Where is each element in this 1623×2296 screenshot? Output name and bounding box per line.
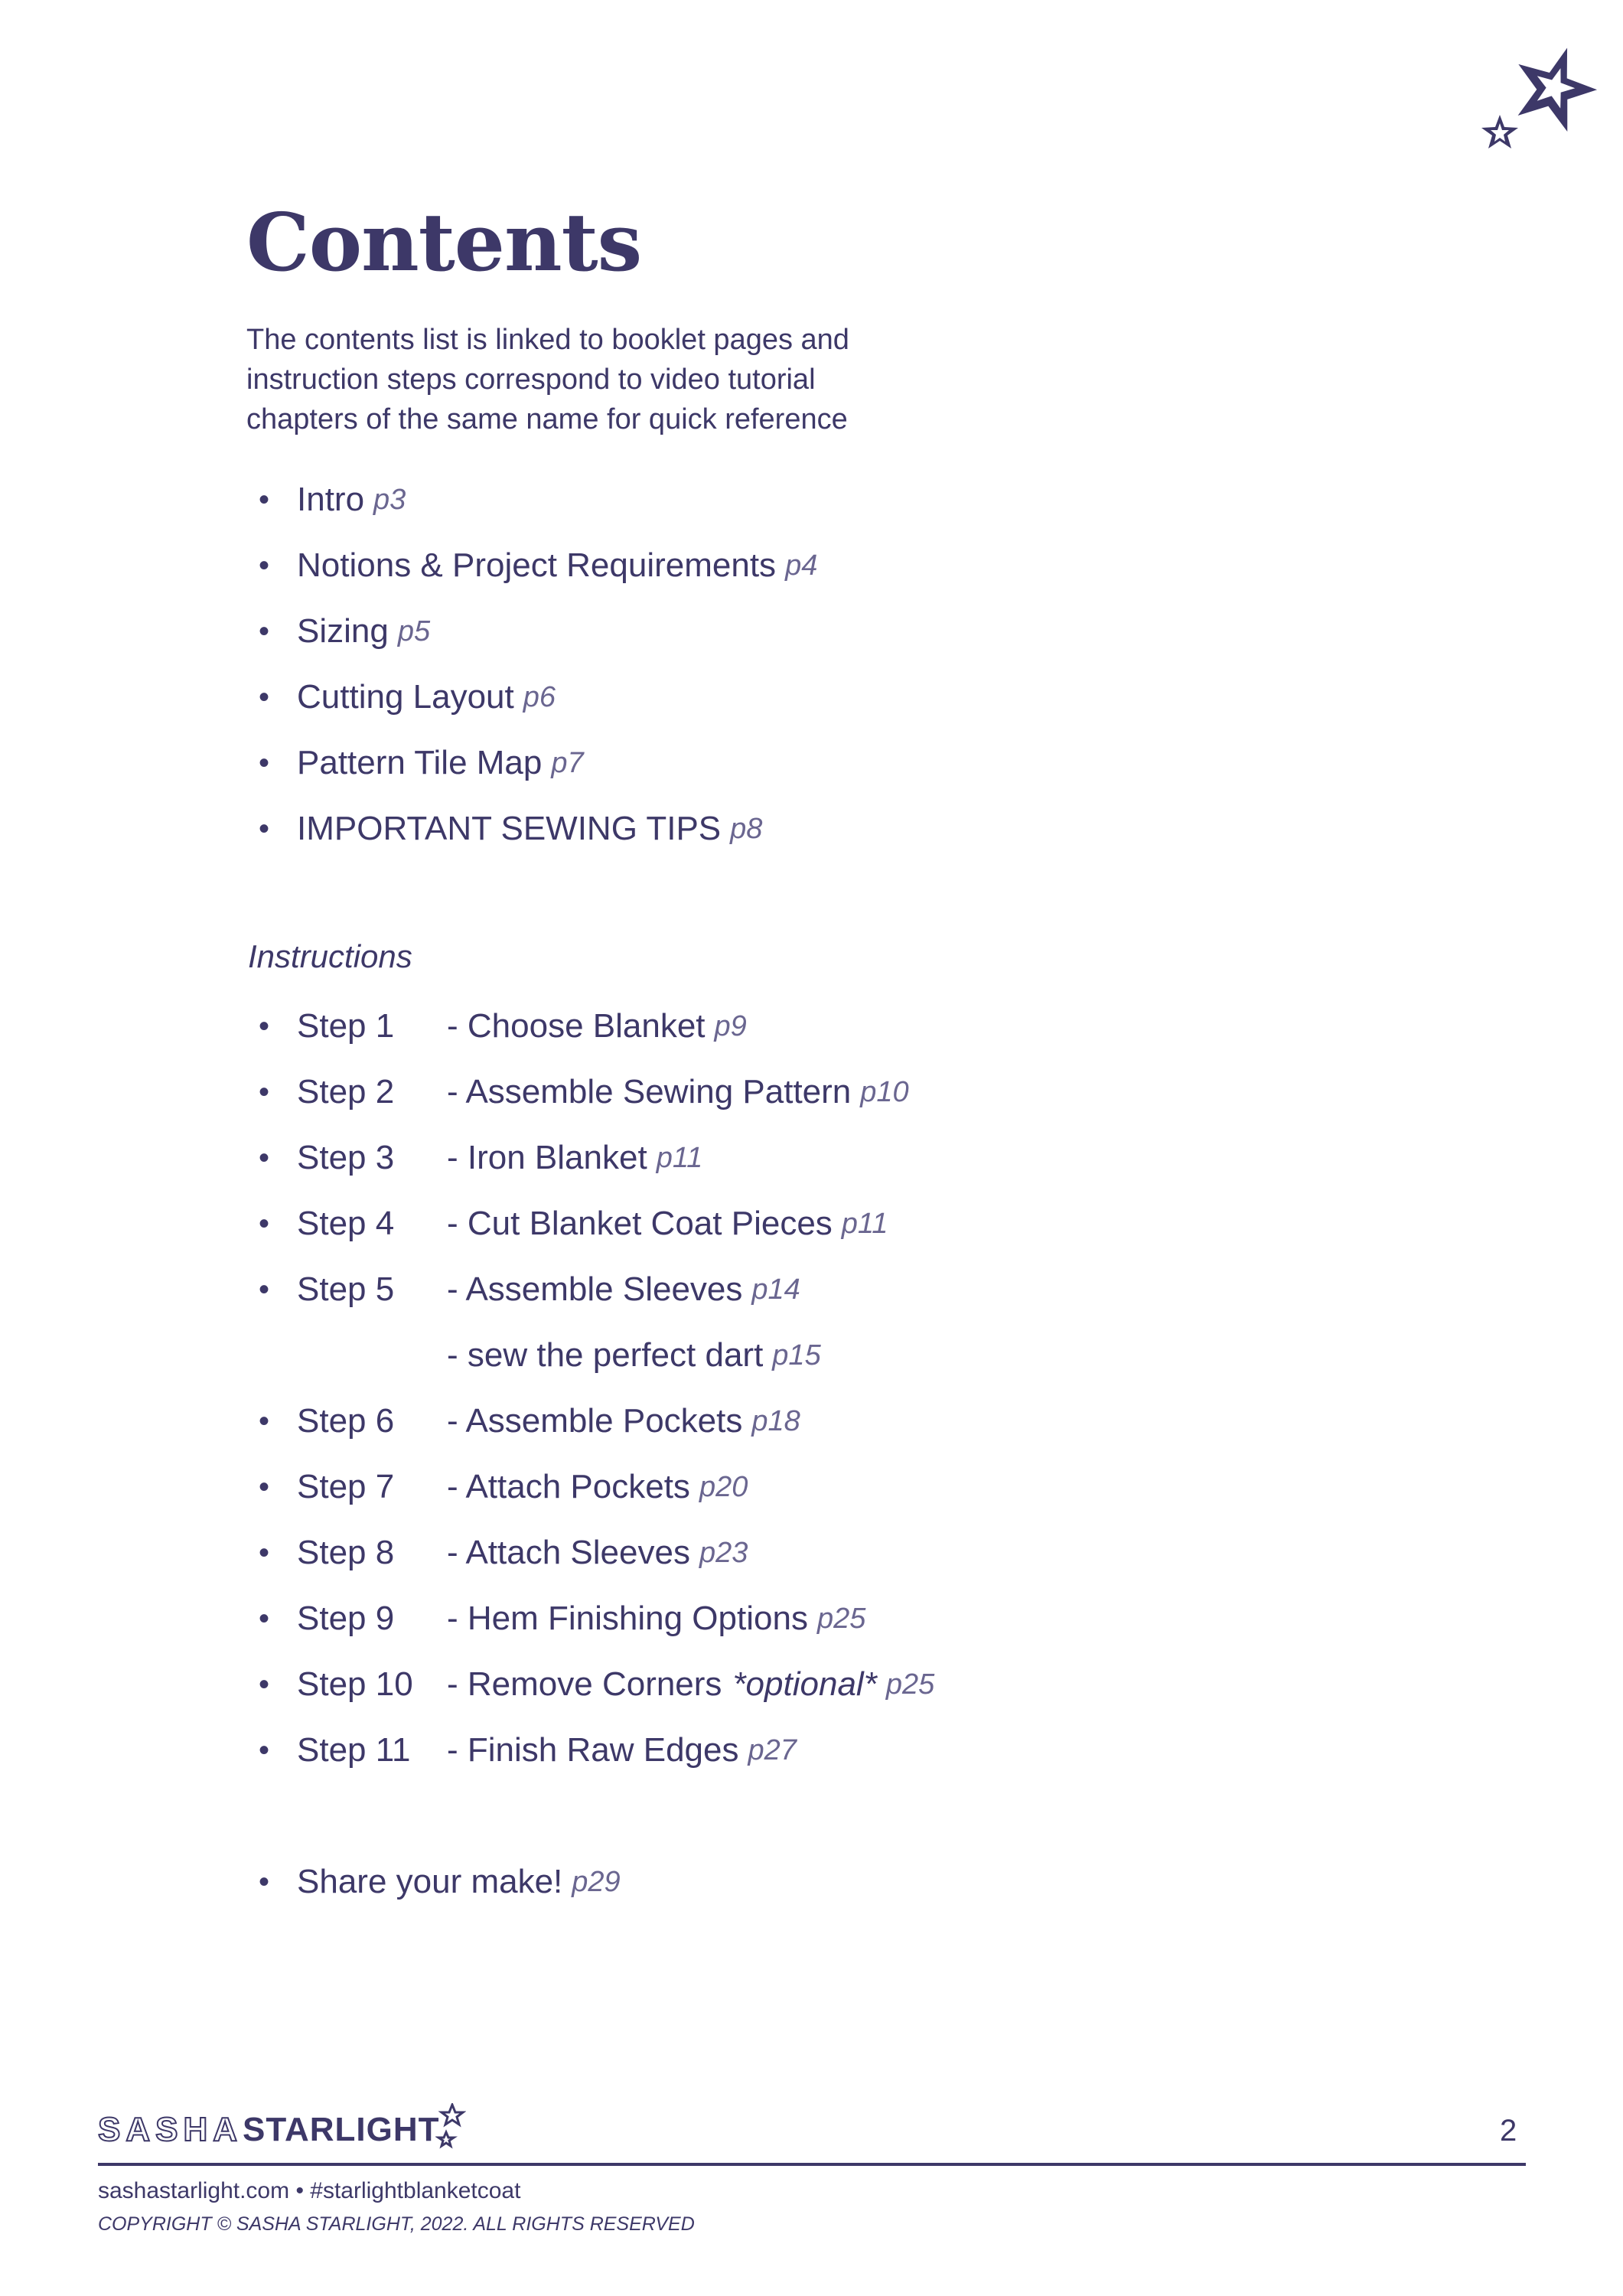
bullet: • [259, 482, 270, 517]
toc-link-step-6[interactable] [246, 1398, 800, 1444]
bullet: • [259, 1206, 270, 1241]
step-page-ref: p14 [751, 1273, 800, 1306]
toc-label: Cutting Layout [297, 678, 514, 716]
step-page-ref: p11 [841, 1207, 888, 1240]
step-number: Step 7 [297, 1468, 395, 1505]
step-number: Step 6 [297, 1402, 395, 1440]
step-page-ref: p10 [860, 1075, 909, 1108]
bullet: • [259, 1601, 270, 1636]
toc-link-step-1[interactable] [246, 1003, 747, 1049]
step-number: Step 5 [297, 1270, 395, 1308]
toc-link-step-5[interactable] [246, 1267, 800, 1313]
intro-paragraph [246, 320, 935, 439]
toc-page-ref: p7 [551, 746, 584, 779]
step-number: Step 8 [297, 1534, 395, 1571]
toc-label: Pattern Tile Map [297, 744, 543, 781]
step-label: - Assemble Sewing Pattern [447, 1073, 852, 1110]
toc-link-step-10[interactable] [246, 1662, 934, 1707]
bullet: • [259, 1864, 270, 1899]
step-label: - Attach Sleeves [447, 1534, 690, 1571]
toc-page-ref: p4 [785, 549, 818, 582]
toc-page-ref: p8 [730, 812, 763, 845]
step-label: - Cut Blanket Coat Pieces [447, 1205, 833, 1242]
step-label: - Attach Pockets [447, 1468, 690, 1505]
logo-text-light: SASHA [98, 2111, 243, 2148]
toc-label: Share your make! [297, 1863, 563, 1900]
toc-page-ref: p29 [572, 1865, 621, 1898]
stars-small-icon [435, 2103, 466, 2149]
step-label: - Assemble Sleeves [447, 1270, 743, 1308]
step-page-ref: p11 [656, 1141, 703, 1174]
footer-links[interactable]: sashastarlight.com • #starlightblanketcoat [98, 2178, 521, 2203]
step-label: - Hem Finishing Options [447, 1600, 808, 1637]
bullet: • [259, 811, 270, 846]
toc-label: Sizing [297, 612, 389, 650]
step-page-ref: p27 [748, 1733, 797, 1766]
bullet: • [259, 1469, 270, 1504]
toc-link-step-11[interactable] [246, 1727, 797, 1773]
toc-link-step-5-dart[interactable] [246, 1332, 821, 1378]
logo-text-bold: STARLIGHT [243, 2111, 440, 2148]
bullet: • [259, 614, 270, 648]
step-number: Step 10 [297, 1665, 413, 1703]
toc-page-ref: p5 [397, 615, 431, 647]
footer-divider [98, 2163, 1526, 2166]
toc-link-step-7[interactable] [246, 1464, 748, 1510]
step-page-ref: p18 [751, 1404, 800, 1437]
step-number: Step 4 [297, 1205, 395, 1242]
intro-line: The contents list is linked to booklet pages and [246, 324, 849, 356]
toc-link-pattern-tile-map[interactable] [246, 740, 584, 786]
step-label: - Finish Raw Edges [447, 1731, 739, 1769]
step-page-ref: p25 [816, 1602, 866, 1635]
step-page-ref: p9 [714, 1009, 747, 1042]
toc-link-share[interactable] [246, 1859, 621, 1905]
step-label: - sew the perfect dart [447, 1336, 764, 1374]
toc-link-cutting-layout[interactable] [246, 674, 556, 720]
step-number: Step 2 [297, 1073, 395, 1110]
toc-label: IMPORTANT SEWING TIPS [297, 810, 722, 847]
toc-link-intro[interactable] [246, 477, 406, 523]
bullet: • [259, 1404, 270, 1438]
toc-label: Intro [297, 481, 365, 518]
instructions-heading: Instructions [248, 938, 412, 974]
bullet: • [259, 1272, 270, 1306]
step-label: - Assemble Pockets [447, 1402, 743, 1440]
bullet: • [259, 1075, 270, 1109]
toc-label: Notions & Project Requirements [297, 546, 777, 584]
page-number: 2 [1500, 2114, 1517, 2148]
toc-link-step-8[interactable] [246, 1530, 748, 1576]
toc-link-step-2[interactable] [246, 1069, 909, 1115]
step-number: Step 3 [297, 1139, 395, 1176]
toc-link-sizing[interactable] [246, 608, 430, 654]
page-title: Contents [246, 195, 642, 289]
optional-note: *optional* [732, 1665, 877, 1703]
bullet: • [259, 1733, 270, 1767]
step-page-ref: p25 [885, 1668, 935, 1701]
bullet: • [259, 1667, 270, 1701]
bullet: • [259, 680, 270, 714]
stars-logo-icon [1469, 38, 1607, 161]
bullet: • [259, 1140, 270, 1175]
step-label: - Choose Blanket [447, 1007, 706, 1045]
toc-page-ref: p6 [523, 680, 556, 713]
toc-link-step-4[interactable] [246, 1201, 888, 1247]
toc-link-step-9[interactable] [246, 1596, 865, 1642]
step-number: Step 1 [297, 1007, 395, 1045]
bullet: • [259, 1535, 270, 1570]
step-number: Step 9 [297, 1600, 395, 1637]
step-page-ref: p15 [772, 1339, 821, 1371]
step-number: Step 11 [297, 1731, 411, 1769]
bullet: • [259, 1009, 270, 1043]
intro-line: instruction steps correspond to video tutorial [246, 364, 816, 396]
bullet: • [259, 548, 270, 582]
intro-line: chapters of the same name for quick reference [246, 403, 848, 435]
toc-link-sewing-tips[interactable] [246, 806, 762, 852]
step-label: - Remove Corners [447, 1665, 722, 1703]
toc-link-notions[interactable] [246, 543, 817, 589]
copyright-notice: COPYRIGHT © SASHA STARLIGHT, 2022. ALL RIGHTS RESERVED [98, 2213, 695, 2235]
step-label: - Iron Blanket [447, 1139, 647, 1176]
toc-link-step-3[interactable] [246, 1135, 702, 1181]
bullet: • [259, 745, 270, 780]
footer-logo [98, 2103, 466, 2149]
toc-page-ref: p3 [373, 483, 406, 516]
step-page-ref: p23 [699, 1536, 748, 1569]
step-page-ref: p20 [699, 1470, 748, 1503]
